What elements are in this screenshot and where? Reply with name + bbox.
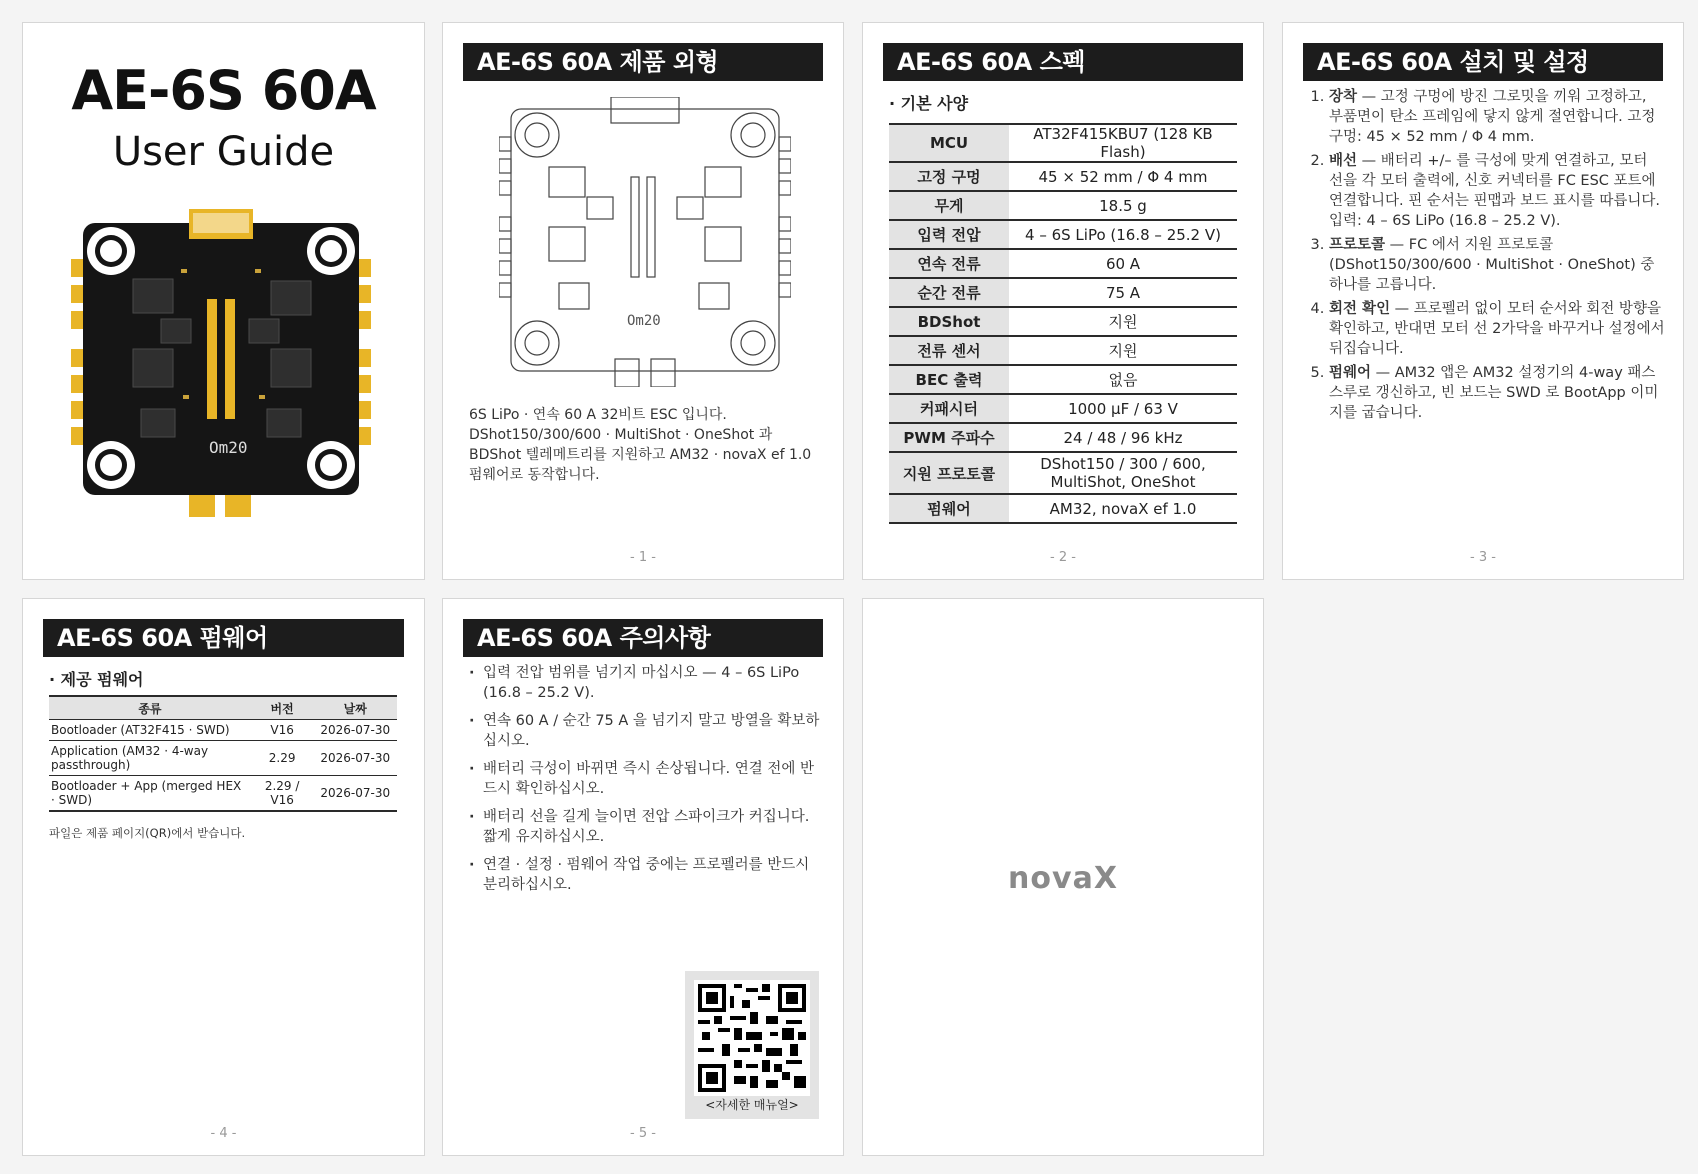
novax-logo: novaX [1008,861,1118,896]
step-text: — AM32 앱은 AM32 설정기의 4-way 패스스루로 갱신하고, 빈 보드는 SWD 로 BootApp 이미지를 굽습니다. [1329,365,1659,421]
page-number: - 2 - [1050,550,1076,565]
page-number: - 4 - [210,1126,237,1141]
cover-subtitle: User Guide [112,129,335,175]
firmware-note: 파일은 제품 페이지(QR)에서 받습니다. [49,826,246,840]
page-4-heading: AE-6S 60A 펌웨어 [43,619,404,657]
spec-key: 순간 전류 [889,278,1009,307]
spec-value: 18.5 g [1009,191,1237,220]
spec-value: 지원 [1009,307,1237,336]
firmware-version: 2.29 / V16 [251,776,314,812]
caution-item: · 입력 전압 범위를 넘기지 마십시오 — 4 – 6S LiPo (16.8 – 25.2 V). [483,663,825,703]
firmware-version: 2.29 [251,741,314,776]
firmware-section-title: · 제공 펌웨어 [49,670,144,689]
setup-step [1329,363,1665,423]
firmware-row [49,776,397,812]
spec-value: 45 × 52 mm / Φ 4 mm [1009,162,1237,191]
spec-key: 지원 프로토콜 [889,452,1009,494]
page-1 [442,22,844,580]
spec-key: BDShot [889,307,1009,336]
cover-board-marking: Om20 [209,438,248,457]
cover-title: AE-6S 60A [71,59,376,122]
page-4 [22,598,425,1156]
page-3-heading: AE-6S 60A 설치 및 설정 [1303,43,1663,81]
step-text: — FC 에서 지원 프로토콜 (DShot150/300/600 · MultiShot · OneShot) 중 하나를 고릅니다. [1329,237,1655,293]
spec-row [889,423,1237,452]
firmware-date: 2026-07-30 [313,776,397,812]
step-title: 장착 [1329,89,1358,105]
spec-row [889,394,1237,423]
column-header: 버전 [251,696,314,720]
spec-key: MCU [889,124,1009,162]
spec-value: 75 A [1009,278,1237,307]
spec-row [889,307,1237,336]
spec-key: 입력 전압 [889,220,1009,249]
firmware-date: 2026-07-30 [313,741,397,776]
spec-key: 고정 구멍 [889,162,1009,191]
spec-value: 60 A [1009,249,1237,278]
setup-step [1329,151,1665,231]
spec-row [889,220,1237,249]
spec-value: AT32F415KBU7 (128 KB Flash) [1009,124,1237,162]
caution-item: · 배터리 선을 길게 늘이면 전압 스파이크가 커집니다. 짧게 유지하십시오. [483,807,825,847]
spec-row [889,336,1237,365]
page-number: - 1 - [630,550,656,565]
firmware-date: 2026-07-30 [313,720,397,741]
step-text: — 프로펠러 없이 모터 순서와 회전 방향을 확인하고, 반대면 모터 선 2가닥을 바꾸거나 설정에서 뒤집습니다. [1329,301,1665,357]
setup-step [1329,87,1665,147]
firmware-row [49,741,397,776]
page-2-heading: AE-6S 60A 스펙 [883,43,1243,81]
spec-row [889,365,1237,394]
spec-value: AM32, novaX ef 1.0 [1009,494,1237,523]
step-title: 펌웨어 [1329,365,1372,381]
page-3 [1282,22,1684,580]
cover-page [22,22,425,580]
spec-value: 없음 [1009,365,1237,394]
spec-key: 펌웨어 [889,494,1009,523]
caution-item: · 연결 · 설정 · 펌웨어 작업 중에는 프로펠러를 반드시 분리하십시오. [483,855,825,895]
spec-row [889,278,1237,307]
column-header: 종류 [49,696,251,720]
caution-item: · 연속 60 A / 순간 75 A 을 넘기지 말고 방열을 확보하십시오. [483,711,825,751]
setup-steps [1301,87,1665,427]
firmware-type: Bootloader + App (merged HEX · SWD) [49,776,251,812]
firmware-row [49,720,397,741]
page-number: - 3 - [1470,550,1496,565]
spec-section-title: · 기본 사양 [889,94,969,113]
spec-row [889,494,1237,523]
spec-key: 커패시터 [889,394,1009,423]
spec-row [889,249,1237,278]
caution-item: · 배터리 극성이 바뀌면 즉시 손상됩니다. 연결 전에 반드시 확인하십시오. [483,759,825,799]
setup-step [1329,235,1665,295]
qr-code-icon [694,980,810,1096]
spec-value: 1000 µF / 63 V [1009,394,1237,423]
spec-value: DShot150 / 300 / 600, MultiShot, OneShot [1009,452,1237,494]
page-1-board-marking: Om20 [627,313,661,329]
setup-step [1329,299,1665,359]
step-title: 배선 [1329,153,1358,169]
step-text: — 고정 구멍에 방진 그로밋을 끼워 고정하고, 부품면이 탄소 프레임에 닿지 않게 절연합니다. 고정 구멍: 45 × 52 mm / Φ 4 mm. [1329,89,1656,145]
step-title: 회전 확인 [1329,301,1391,317]
step-text: — 배터리 +/– 를 극성에 맞게 연결하고, 모터 선을 각 모터 출력에, 신호 커넥터를 FC ESC 포트에 연결합니다. 핀 순서는 핀맵과 보드 표시를 따릅니다. 입력: 4 – 6S LiPo (16.8 – 25.2 V). [1329,153,1661,229]
spec-value: 4 – 6S LiPo (16.8 – 25.2 V) [1009,220,1237,249]
spec-key: BEC 출력 [889,365,1009,394]
page-5 [442,598,844,1156]
spec-value: 24 / 48 / 96 kHz [1009,423,1237,452]
back-cover [862,598,1264,1156]
column-header: 날짜 [313,696,397,720]
step-title: 프로토콜 [1329,237,1386,253]
spec-key: 무게 [889,191,1009,220]
spec-value: 지원 [1009,336,1237,365]
spec-key: 전류 센서 [889,336,1009,365]
caution-list [461,663,825,903]
spec-row [889,452,1237,494]
page-2 [862,22,1264,580]
page-5-heading: AE-6S 60A 주의사항 [463,619,823,657]
firmware-type: Bootloader (AT32F415 · SWD) [49,720,251,741]
spec-table [889,123,1237,524]
firmware-version: V16 [251,720,314,741]
page-1-heading: AE-6S 60A 제품 외형 [463,43,823,81]
qr-caption: <자세한 매뉴얼> [705,1098,799,1112]
spec-row [889,191,1237,220]
esc-board-photo [71,209,371,519]
firmware-table [49,695,397,812]
firmware-type: Application (AM32 · 4-way passthrough) [49,741,251,776]
spec-row [889,162,1237,191]
page-number: - 5 - [630,1126,656,1141]
product-description: 6S LiPo · 연속 60 A 32비트 ESC 입니다. DShot150/300/600 · MultiShot · OneShot 과 BDShot 텔레메트리를 지원하고 AM32 · novaX ef 1.0 펌웨어로 동작합니다. [469,407,812,483]
spec-key: 연속 전류 [889,249,1009,278]
spec-key: PWM 주파수 [889,423,1009,452]
qr-block[interactable] [685,971,819,1119]
spec-row [889,124,1237,162]
esc-board-line-drawing [499,97,791,387]
